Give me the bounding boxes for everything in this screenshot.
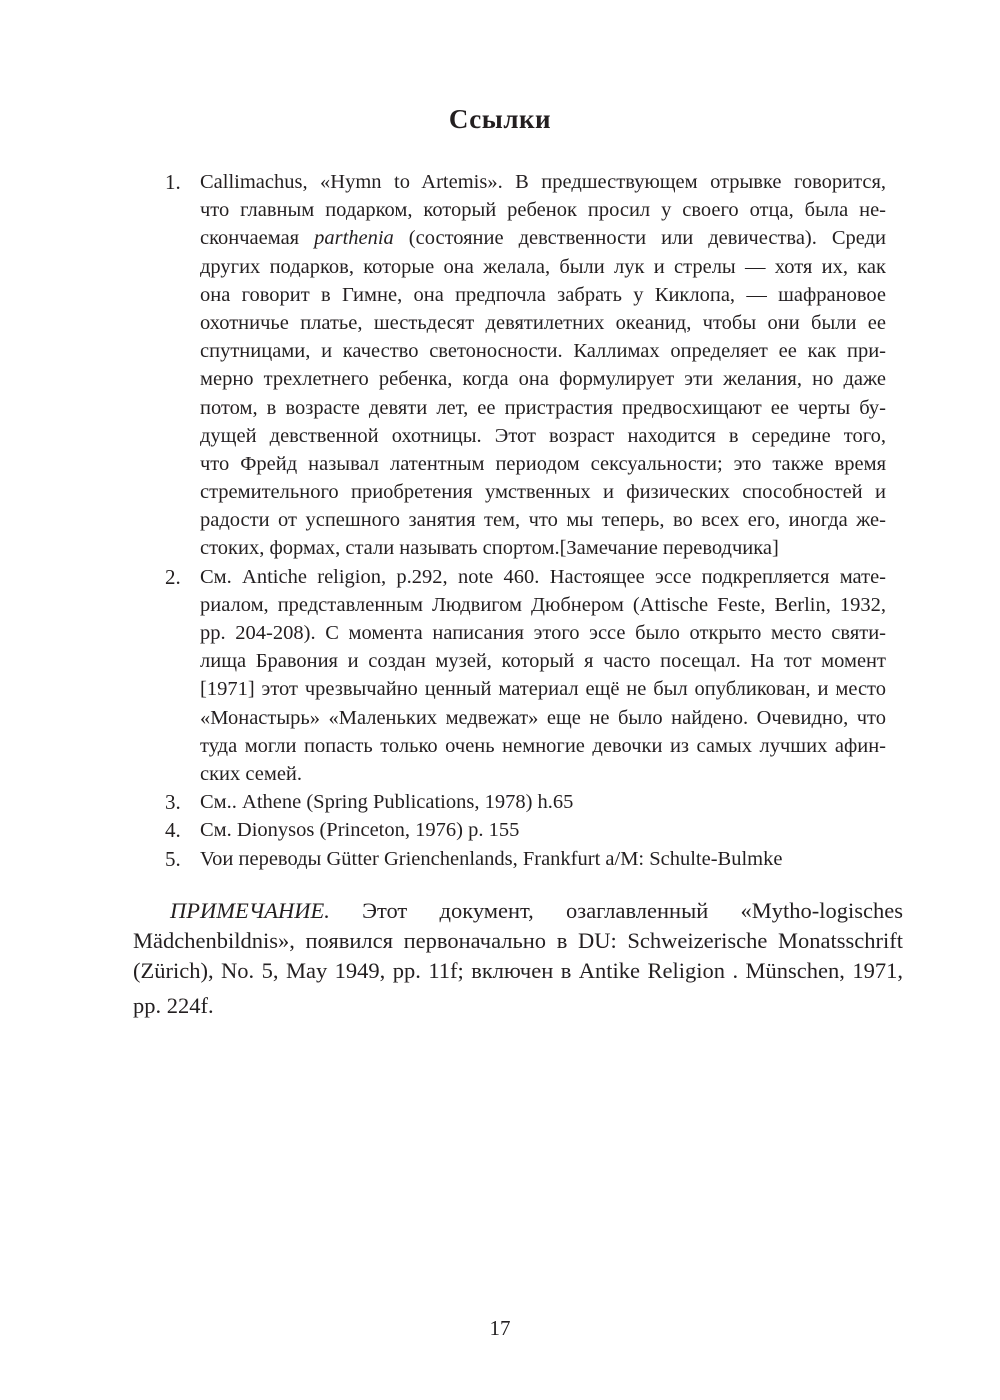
references-list: [165, 168, 886, 873]
reference-line: риалом, представленным Людвигом Дюбнером (Attische Feste, Berlin, 1932,: [200, 593, 886, 616]
remark-text: Этот документ, озаглавленный «Mytho-logisches: [329, 898, 903, 923]
reference-line: стремительного приобретения умственных и физических способностей и: [200, 481, 886, 504]
remark-line: pp. 224f.: [133, 993, 214, 1018]
reference-line: мерно трехлетнего ребенка, когда она формулирует эти желания, но даже: [200, 368, 886, 391]
reference-line: спутницами, и качество светоносности. Каллимах определяет ее как при-: [200, 340, 886, 363]
reference-line: других подарков, которые она желала, были лук и стрелы — хотя их, как: [200, 255, 886, 278]
reference-line: Callimachus, «Hymn to Artemis». В предшествующем отрывке говорится,: [200, 171, 886, 193]
reference-line: радости от успешного занятия тем, что мы теперь, во всех его, иногда же-: [200, 509, 886, 532]
reference-line: См. Dionysos (Princeton, 1976) p. 155: [200, 819, 520, 842]
text-run: (состояние девственности или девичества). Среди: [393, 227, 886, 250]
reference-line: потом, в возрасте девяти лет, ее пристрастия предвосхищают ее черты бу-: [200, 396, 886, 419]
reference-line: она говорит в Гимне, она предпочла забрать у Киклопа, — шафрановое: [200, 283, 886, 306]
reference-item: [165, 563, 886, 789]
reference-line: лища Бравония и создан музей, который я часто посещал. На тот момент: [200, 650, 886, 673]
reference-item: [165, 816, 886, 844]
remark-line: (Zürich), No. 5, May 1949, pp. 11f; включен в Antike Religion . Münschen, 1971,: [133, 958, 903, 983]
reference-line: что главным подарком, который ребенок просил у своего отца, была не-: [200, 199, 886, 222]
reference-item: [165, 845, 886, 873]
page-number: 17: [489, 1316, 511, 1340]
reference-line: стоких, формах, стали называть спортом.[Замечание переводчика]: [200, 537, 779, 560]
remark-line: [133, 896, 903, 926]
remark-paragraph: [133, 896, 903, 1021]
reference-number: 3.: [165, 790, 181, 815]
reference-number: 4.: [165, 818, 181, 843]
reference-line: См.. Athene (Spring Publications, 1978) h.65: [200, 791, 574, 814]
reference-line: pp. 204-208). С момента написания этого эссе было открыто место святи-: [200, 622, 886, 644]
text-run: скончаемая: [200, 227, 315, 250]
page-title: Ссылки: [448, 104, 552, 134]
reference-line: охотничье платье, шестьдесят девятилетних океанид, чтобы они были ее: [200, 311, 886, 334]
reference-item: [165, 168, 886, 563]
reference-item: [165, 788, 886, 816]
reference-line: ских семей.: [200, 762, 303, 785]
reference-line: Voи переводы Gütter Grienchenlands, Frankfurt a/M: Schulte-Bulmke: [200, 847, 783, 870]
remark-label: ПРИМЕЧАНИЕ.: [170, 898, 330, 923]
reference-line: туда могли попасть только очень немногие девочки из самых лучших афин-: [200, 734, 886, 757]
reference-number: 1.: [165, 170, 181, 194]
reference-line: дущей девственной охотницы. Этот возраст находится в середине того,: [200, 424, 886, 447]
remark-line: Mädchenbildnis», появился первоначально в DU: Schweizerische Monatsschrift: [133, 928, 903, 953]
reference-line: что Фрейд называл латентным периодом сексуальности; это также время: [200, 452, 886, 475]
italic-term: parthenia: [314, 227, 394, 250]
reference-line: «Монастырь» «Маленьких медвежат» еще не было найдено. Очевидно, что: [200, 706, 886, 729]
reference-number: 5.: [165, 846, 181, 871]
reference-line: [200, 224, 886, 252]
reference-line: См. Antiche religion, p.292, note 460. Настоящее эссе подкрепляется мате-: [200, 565, 886, 588]
reference-number: 2.: [165, 564, 181, 589]
reference-line: [1971] этот чрезвычайно ценный материал ещё не был опубликован, и место: [200, 678, 886, 701]
